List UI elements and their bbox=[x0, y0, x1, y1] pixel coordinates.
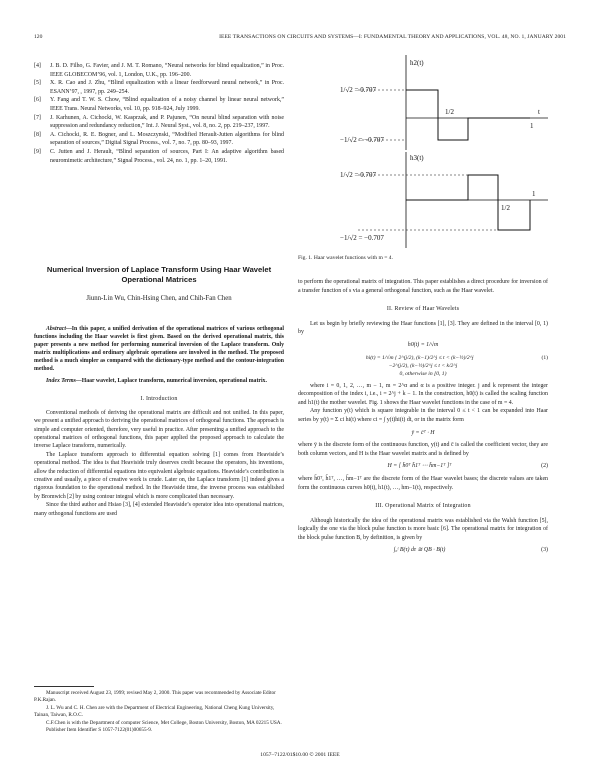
reference-number: [7] bbox=[34, 114, 41, 121]
integration-paragraph: Although historically the idea of the operational matrix was established via the Walsh function [5], logically the one via the block pulse function is more basic [6]. The operational matrix for integration of the block pulse function B, by definition, is given by bbox=[298, 517, 548, 541]
reference-item bbox=[34, 79, 284, 96]
reference-item bbox=[34, 114, 284, 131]
intro-paragraph-1: Conventional methods of deriving the operational matrix are difficult and not unified. In this paper, we present a unified approach to deriving the operational matrices of orthogonal functions. The approach is simple and computer oriented, therefore, very useful in practice. After presenting a unified approach to the operational matrices of orthogonal functions, this paper applied the proposed approach to calculate the inverse Laplace transform, numerically. bbox=[34, 409, 284, 450]
top-neg-label: −1/√2 = −0.707 bbox=[340, 136, 384, 144]
reference-text: C. Jutten and J. Herault, “Blind separation of sources, Part I: An adaptive algorithm based neuromimetic architecture,” Signal Process., vol. 24, no. 1, pp. 1–20, 1991. bbox=[50, 148, 284, 164]
haar-paragraph-3: Any function y(t) which is square integrable in the interval 0 ≤ t < 1 can be expanded into Haar series by y(t) = Σ ci hi(t) where ci = ∫ y(t)hi(t) dt, or in the matrix form bbox=[298, 408, 548, 423]
top-pos-label: 1/√2 = 0.707 bbox=[340, 86, 376, 94]
haar-paragraph-4: where ȳ is the discrete form of the continuous function, y(t) and c̄ is called the coefficient vector, they are both column vectors, and H is the Haar wavelet matrix and is defined by bbox=[298, 442, 548, 457]
reference-list bbox=[34, 62, 284, 165]
abstract: Abstract—In this paper, a unified derivation of the operational matrices of various orthogonal functions including the Haar wavelet is first given. Based on the derived operational matrix, this paper presents a new method for performing numerical inversion of the Laplace transform. Only matrix multiplications and ordinary algebraic operations are involved in the method. The proposed method is a much simpler as compared with the dictionary-type method and the contour-integration method. bbox=[34, 326, 284, 373]
section-2-title: II. Review of Haar Wavelets bbox=[386, 306, 460, 313]
section-1-title: I. Introduction bbox=[140, 395, 178, 402]
equation-2: (2) H = [ h̄0ᵀ h̄1ᵀ ⋯ h̄m−1ᵀ ]ᵀ bbox=[387, 463, 548, 470]
reference-text: X. R. Cao and J. Zhu, “Blind equalization with a linear feedforward neural network,” in Proc. ESANN’97, , 1997, pp. 249–254. bbox=[50, 80, 284, 95]
reference-item bbox=[34, 96, 284, 113]
intro-paragraph-2: The Laplace transform approach to differential equation solving [1] comes from Heaviside’s operational method. The idea is that Heaviside truly deserves credit because the operators, his inventions, allow the reduction of differential equations into equivalent algebraic equations. Heaviside’s contribution is creative and usually, a piece of creative work is crude. Later on, the Laplace transform [1] indeed gives a rigorous foundation to the operational method. In the Heaviside time, the inverse process was established by Bromwich [2] by using contour integral which is more complicated than necessary. bbox=[34, 451, 284, 500]
footnote-rule bbox=[34, 686, 94, 687]
reference-number: [9] bbox=[34, 148, 41, 155]
right-body bbox=[298, 278, 548, 559]
section-3-title: III. Operational Matrix of Integration bbox=[375, 503, 471, 510]
haar-paragraph-5: where h̄0ᵀ, h̄1ᵀ, …, h̄m−1ᵀ are the discrete form of the Haar wavelet bases; the discrete values are taken form the continuous curves h0(t), h1(t), …, hm−1(t), respectively. bbox=[298, 475, 548, 491]
figure-caption: Fig. 1. Haar wavelet functions with m = 4. bbox=[298, 255, 393, 261]
reference-number: [4] bbox=[34, 63, 41, 69]
paper-authors: Jiunn-Lin Wu, Chin-Hsing Chen, and Chih-Fan Chen bbox=[86, 295, 232, 302]
reference-text: J. Karhunen, A. Cichocki, W. Kasprzak, and P. Pajunen, “On neural blind separation with noise suppression and redundancy reduction,” Int. J. Neural Syst., vol. 8, no. 2, pp. 219–237, 1997. bbox=[50, 114, 284, 130]
index-terms: Index Terms—Haar wavelet, Laplace transform, numerical inversion, operational matrix. bbox=[46, 377, 267, 384]
reference-number: [6] bbox=[34, 97, 41, 104]
equation-1-number: (1) bbox=[541, 354, 548, 361]
h2-label: h2(t) bbox=[410, 59, 424, 67]
top-half-label: 1/2 bbox=[445, 108, 454, 116]
h2-curve bbox=[406, 90, 530, 140]
reference-number: [5] bbox=[34, 80, 41, 87]
intro-paragraph-3: Since the third author and Hsiao [3], [4] extended Heaviside’s operator idea into operational matrices, many orthogonal functions are used bbox=[34, 502, 284, 517]
equation-h0: h0(t) = 1/√m bbox=[407, 341, 439, 348]
reference-number: [8] bbox=[34, 131, 41, 138]
left-body bbox=[34, 325, 284, 518]
reference-item bbox=[34, 148, 284, 165]
equation-2-number: (2) bbox=[541, 463, 548, 470]
reference-text: J. B. D. Filho, G. Favier, and J. M. T. Romano, “Neural networks for blind equalization,” in Proc. IEEE GLOBECOM’96, vol. 1, London, U.K., pp. 196–200. bbox=[50, 63, 284, 78]
haar-intro: Let us begin by briefly reviewing the Haar functions [1], [3]. They are defined in the interval [0, 1) by bbox=[298, 320, 548, 336]
equation-y: ȳ = c̄ᵀ · H bbox=[411, 429, 435, 436]
bot-half-label: 1/2 bbox=[501, 204, 510, 212]
running-header bbox=[34, 34, 566, 44]
copyright-line: 1057–7122/01$10.00 © 2001 IEEE bbox=[260, 752, 340, 758]
footnotes: Manuscript received August 23, 1999; revised May 2, 2000. This paper was recommended by Associate Editor P.K.Rajan. J. L. Wu and C. H. Chen are with the Department of Electrical Engineering, National Cheng Kung University, Tainan, Taiwan, R.O.C. C.F.Chen is with the Department of computer Science, Met College, Boston University, Boston, MA 02215 USA. Publisher Item Identifier S 1057-7122(01)00655-9. bbox=[34, 690, 282, 734]
top-one-label: 1 bbox=[530, 122, 534, 130]
haar-paragraph-2: where i = 0, 1, 2, …, m − 1, m = 2^α and α is a positive integer. j and k represent the integer decomposition of the index i, i.e., i = 2^j + k − 1. In the construction, h0(t) is called the scaling function and h1(t) the mother wavelet. Fig. 1 shows the Haar wavelet functions in the case of m = 4. bbox=[298, 382, 548, 406]
page-number: 120 bbox=[34, 34, 43, 40]
haar-wavelet-figure bbox=[298, 50, 550, 250]
paper-title: Numerical Inversion of Laplace Transform Using Haar Wavelet Operational Matrices bbox=[46, 265, 272, 284]
h3-curve bbox=[406, 175, 530, 230]
equation-1: (1) hi(t) = 1/√m { 2^(j/2), (k−1)/2^j ≤ t < (k−½)/2^j −2^(j/2), (k−½)/2^j ≤ t < k/2^j 0, otherwise in [0, 1) bbox=[365, 354, 548, 377]
equation-3-number: (3) bbox=[541, 547, 548, 554]
bot-pos-label: 1/√2 = 0.707 bbox=[340, 171, 376, 179]
h3-label: h3(t) bbox=[410, 154, 424, 162]
journal-title: IEEE TRANSACTIONS ON CIRCUITS AND SYSTEMS—I: FUNDAMENTAL THEORY AND APPLICATIONS, VOL. 48, NO. 1, JANUARY 2001 bbox=[219, 34, 566, 40]
reference-text: A. Cichocki, R. E. Bogner, and L. Moszczynski, “Modified Herault-Jutten algorithms for blind separation of sources,” Digital Signal Process., vol. 7, no. 7, pp. 80–93, 1997. bbox=[50, 131, 284, 147]
reference-item bbox=[34, 131, 284, 148]
equation-3: (3) ∫₀ᵗ B(τ) dτ ≅ QB · B(t) bbox=[393, 547, 548, 554]
bot-neg-label: −1/√2 = −0.707 bbox=[340, 234, 384, 242]
top-t-label: t bbox=[538, 108, 540, 116]
reference-text: Y. Fang and T. W. S. Chow, “Blind equalization of a noisy channel by linear neural network,” IEEE Trans. Neural Networks, vol. 10, pp. 918–924, July 1999. bbox=[50, 97, 284, 112]
reference-item bbox=[34, 62, 284, 79]
right-paragraph-0: to perform the operational matrix of integration. This paper establishes a direct procedure for inversion of a transfer function of s via a general orthogonal function, such as the Haar wavelet. bbox=[298, 279, 548, 294]
bot-one-label: 1 bbox=[532, 190, 536, 198]
